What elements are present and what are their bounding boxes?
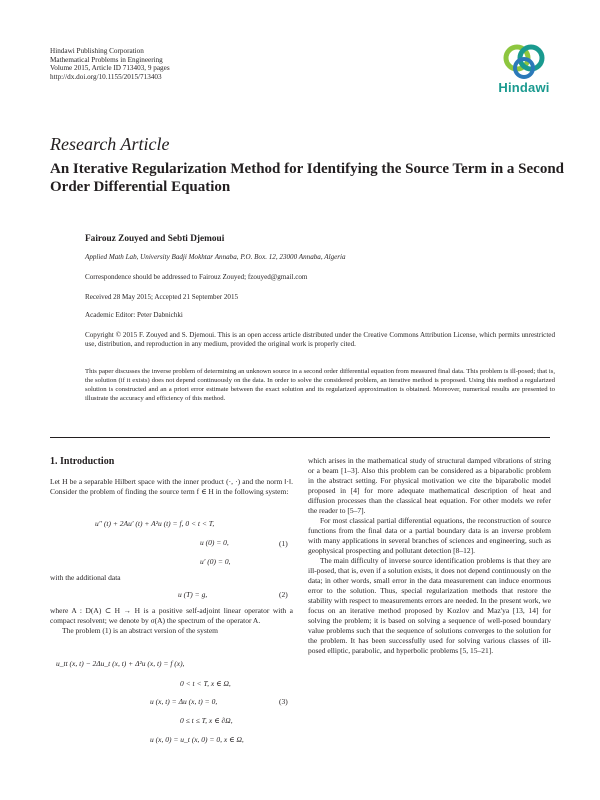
publication-info (50, 47, 170, 81)
left-column-text-2 (50, 573, 293, 583)
section-heading: 1. Introduction (50, 456, 115, 467)
article-type: Research Article (50, 134, 170, 154)
hindawi-logo-icon (498, 42, 550, 82)
correspondence: Correspondence should be addressed to Fairouz Zouyed; fzouyed@gmail.com (85, 273, 308, 281)
paragraph: For most classical partial differential equations, the reconstruction of source functions from the final data or a partial boundary data is an inverse problem with many applications in several branches of sciences and engineering, such as geophysical prospecting and pollutant detection [8–12]. (308, 516, 551, 555)
paragraph: where A : D(A) ⊂ H → H is a positive self-adjoint linear operator with a compact resolvent; we denote by σ(A) the spectrum of the operator A. (50, 606, 293, 625)
logo-wordmark: Hindawi (498, 80, 550, 95)
equation-3b: 0 < t < T, x ∈ Ω, (180, 679, 231, 688)
equation-1c: u′ (0) = 0, (200, 557, 231, 566)
equation-3a: u_tt (x, t) − 2Δu_t (x, t) + Δ²u (x, t) = f (x), (56, 659, 185, 668)
paragraph: The main difficulty of inverse source identification problems is that they are ill-posed, that is, even if a solution exists, it does not depend continuously on the data; in other words, small error in the data measurement can induce enormous error to the solution. Thus, special regularization methods that restore the stability with respect to measurements errors are needed. In the present work, we focus on an iterative method proposed by Kozlov and Maz'ya [13, 14] for solving the problem; it is based on solving a sequence of well-posed boundary value problems such that the sequence of solutions converges to the solution for the problem. It has been successfully used for solving various classes of ill-posed elliptic, parabolic, and hyperbolic problems [5, 15–21]. (308, 556, 551, 655)
equation-2: u (T) = g, (178, 590, 208, 599)
hindawi-logo (492, 42, 556, 95)
affiliation: Applied Math Lab, University Badji Mokhtar Annaba, P.O. Box. 12, 23000 Annaba, Algeria (85, 253, 346, 261)
authors: Fairouz Zouyed and Sebti Djemoui (85, 234, 225, 244)
equation-3e: u (x, 0) = u_t (x, 0) = 0, x ∈ Ω, (150, 735, 244, 744)
academic-editor: Academic Editor: Peter Dabnichki (85, 311, 183, 319)
equation-1b: u (0) = 0, (200, 538, 229, 547)
paragraph: The problem (1) is an abstract version of the system (62, 626, 218, 635)
equation-number-3: (3) (279, 697, 288, 706)
paper-title: An Iterative Regularization Method for Identifying the Source Term in a Second Order Differential Equation (50, 161, 565, 195)
dates: Received 28 May 2015; Accepted 21 September 2015 (85, 293, 239, 301)
left-column-text-1 (50, 477, 293, 497)
equation-number-1: (1) (279, 539, 288, 548)
paragraph: Let H be a separable Hilbert space with the inner product (·, ·) and the norm ‖·‖. Consider the problem of finding the source term f ∈ H in the following system: (50, 477, 293, 496)
left-column-text-3 (50, 606, 293, 636)
equation-3d: 0 ≤ t ≤ T, x ∈ ∂Ω, (180, 716, 233, 725)
paragraph: with the additional data (50, 573, 121, 582)
equation-number-2: (2) (279, 590, 288, 599)
doi-link[interactable]: http://dx.doi.org/10.1155/2015/713403 (50, 72, 162, 81)
journal-name: Mathematical Problems in Engineering (50, 55, 163, 64)
right-column-text (308, 456, 551, 656)
equation-1a: u′′ (t) + 2Au′ (t) + A²u (t) = f, 0 < t < T, (95, 519, 215, 528)
paragraph: which arises in the mathematical study of structural damped vibrations of string or a beam [1–3]. Also this problem can be considered as a biparabolic problem in the abstract setting. For physical motivation we cite the biparabolic model proposed in [4] for more adequate mathematical description of heat and diffusion processes than the classical heat equation. For other models we refer the reader to [5–7]. (308, 456, 551, 515)
volume-info: Volume 2015, Article ID 713403, 9 pages (50, 64, 170, 73)
divider (50, 437, 550, 438)
abstract: This paper discusses the inverse problem of determining an unknown source in a second order differential equation from measured final data. This problem is ill-posed; that is, the solution (if it exists) does not depend continuously on the data. In order to solve the considered problem, an iterative method is proposed. Using this method a regularized solution is constructed and an a priori error estimate between the exact solution and its regularized approximation is obtained. Moreover, numerical results are presented to illustrate the accuracy and efficiency of this method. (85, 368, 555, 402)
copyright: Copyright © 2015 F. Zouyed and S. Djemoui. This is an open access article distributed under the Creative Commons Attribution License, which permits unrestricted use, distribution, and reproduction in any medium, provided the original work is properly cited. (85, 331, 555, 348)
publisher: Hindawi Publishing Corporation (50, 47, 144, 55)
equation-3c: u (x, t) = Δu (x, t) = 0, (150, 697, 218, 706)
